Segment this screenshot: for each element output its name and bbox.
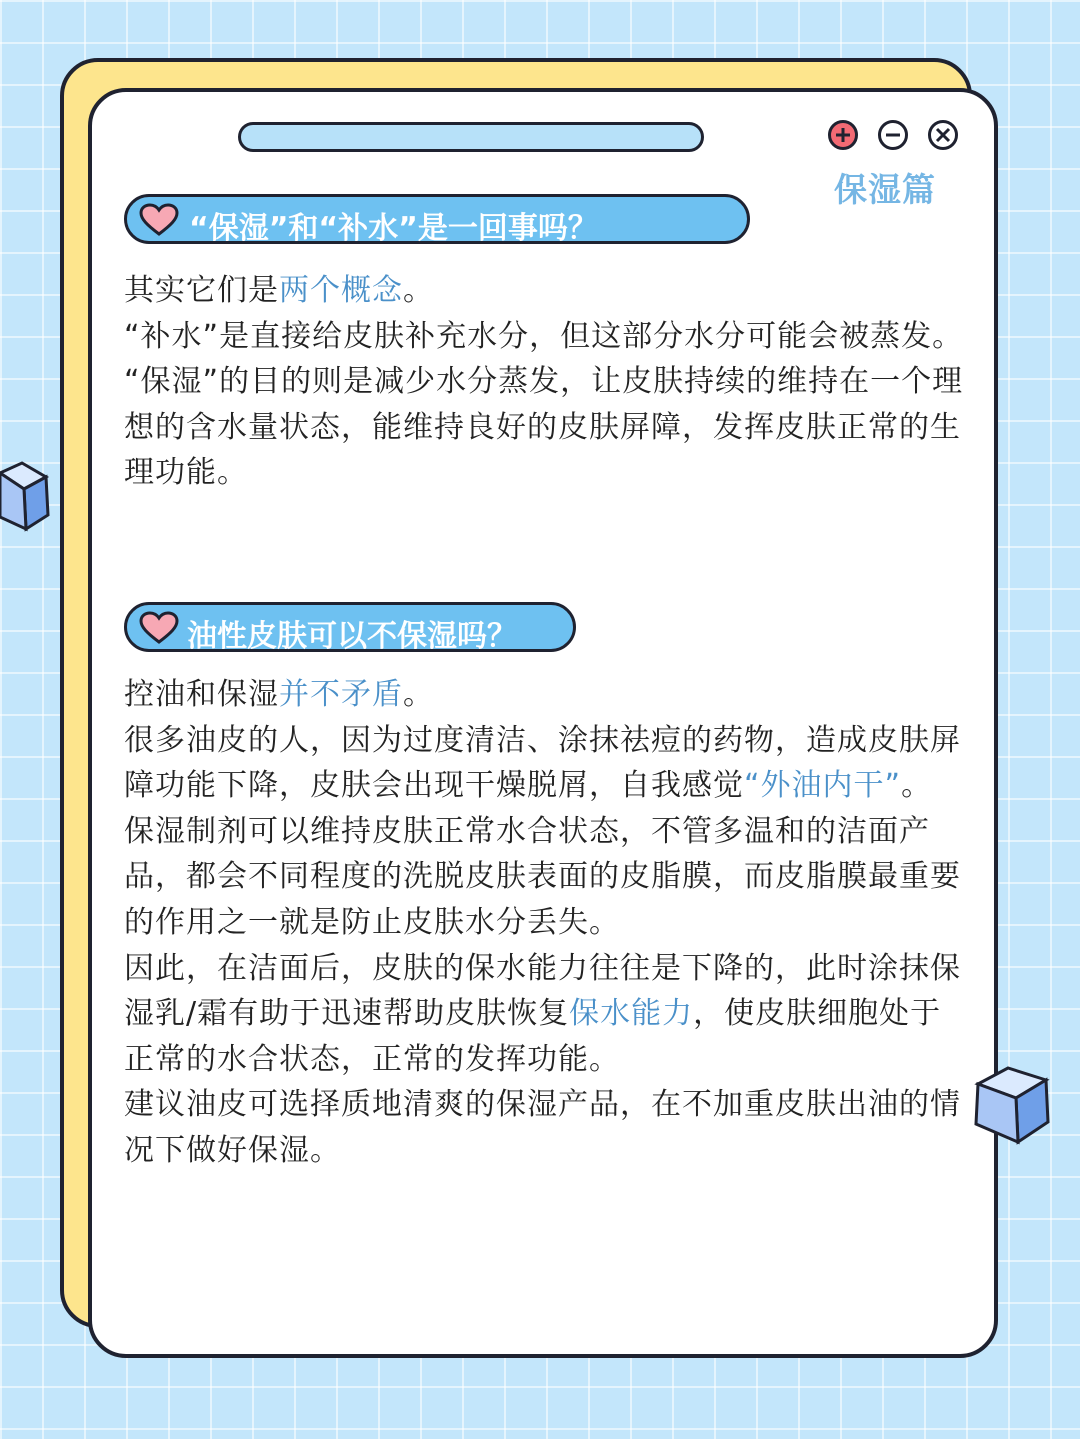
section1-title-pill — [124, 194, 750, 244]
section1-body — [124, 268, 964, 496]
section2-title-pill — [124, 602, 576, 652]
section2-title: 油性皮肤可以不保湿吗？ — [187, 619, 517, 654]
minus-icon[interactable] — [878, 120, 908, 150]
heart-icon — [139, 203, 179, 237]
paragraph: 保湿制剂可以维持皮肤正常水合状态，不管多温和的洁面产品，都会不同程度的洗脱皮肤表面的皮脂膜，而皮脂膜最重要的作用之一就是防止皮肤水分丢失。 — [124, 813, 961, 940]
cube-left-decoration — [0, 455, 52, 535]
paragraph: 很多油皮的人，因为过度清洁、涂抹祛痘的药物，造成皮肤屏障功能下降，皮肤会出现干燥脱屑，自我感觉“外油内干”。 — [124, 722, 961, 804]
section1-title: “保湿”和“补水”是一回事吗？ — [189, 211, 598, 246]
window-title-bar — [238, 122, 704, 152]
highlight-text: “外油内干” — [744, 768, 902, 804]
paragraph: 其实它们是两个概念。 — [124, 273, 434, 308]
paragraph: “补水”是直接给皮肤补充水分，但这部分水分可能会被蒸发。 — [124, 318, 964, 354]
paragraph: 控油和保湿并不矛盾。 — [124, 677, 434, 712]
section-tag: 保湿篇 — [834, 170, 936, 209]
content-card — [88, 88, 998, 1358]
highlight-text: 两个概念 — [279, 273, 403, 308]
paragraph: 因此，在洁面后，皮肤的保水能力往往是下降的，此时涂抹保湿乳/霜有助于迅速帮助皮肤恢复保水能力，使皮肤细胞处于正常的水合状态，正常的发挥功能。 — [124, 950, 961, 1077]
cube-right-decoration — [972, 1062, 1054, 1146]
highlight-text: 保水能力 — [569, 996, 694, 1032]
highlight-text: 并不矛盾 — [279, 677, 403, 712]
plus-icon[interactable] — [828, 120, 858, 150]
close-icon[interactable] — [928, 120, 958, 150]
section2-body — [124, 672, 964, 1174]
paragraph: “保湿”的目的则是减少水分蒸发，让皮肤持续的维持在一个理想的含水量状态，能维持良好的皮肤屏障，发挥皮肤正常的生理功能。 — [124, 364, 964, 491]
heart-icon — [139, 611, 179, 645]
paragraph: 建议油皮可选择质地清爽的保湿产品，在不加重皮肤出油的情况下做好保湿。 — [124, 1087, 961, 1168]
